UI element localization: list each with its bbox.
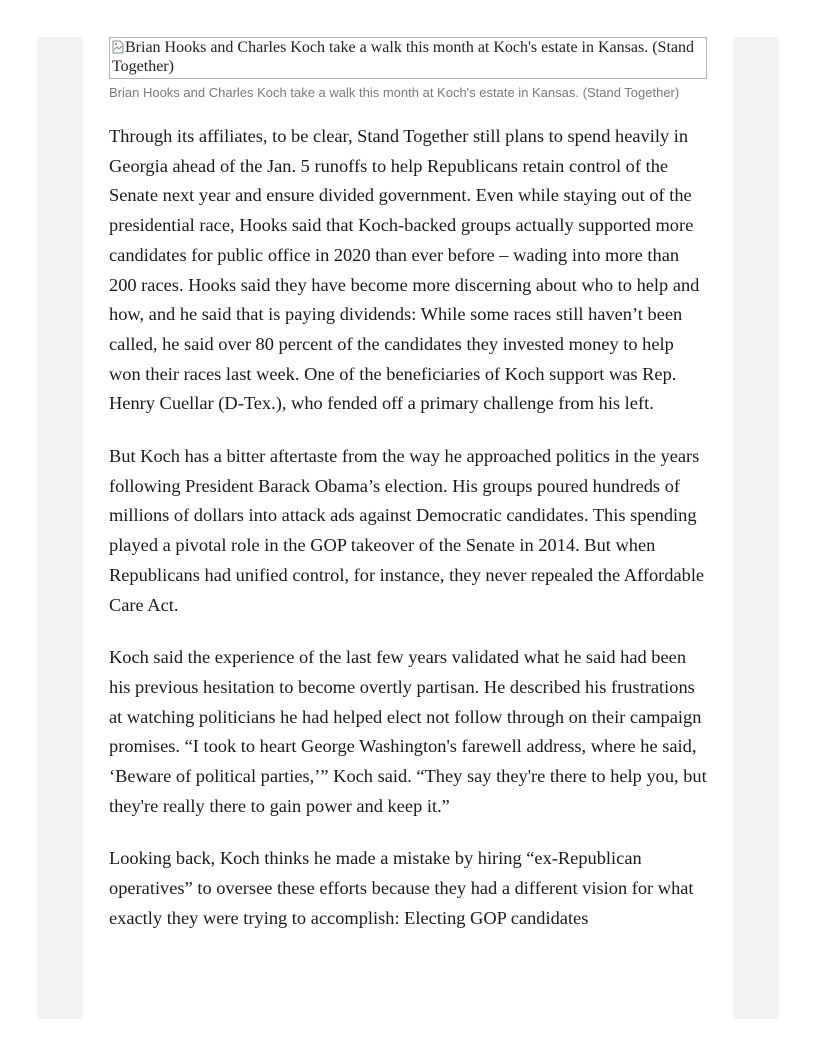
article-paragraph-2: But Koch has a bitter aftertaste from the way he approached politics in the years following President Barack Obama’s election. His groups poured hundreds of millions of dollars into attack ads against Democratic candidates. This spending played a pivotal role in the GOP takeover of the Senate in 2014. But when Republicans had unified control, for instance, they never repealed the Affordable Care Act. (109, 446, 705, 615)
article-paragraph-4: Looking back, Koch thinks he made a mistake by hiring “ex-Republican operatives” to oversee these efforts because they had a different vision for what exactly they were trying to accomplish: Electing GOP candidates (109, 848, 694, 928)
article-paragraph-1: Through its affiliates, to be clear, Stand Together still plans to spend heavily in Georgia ahead of the Jan. 5 runoffs to help Republicans retain control of the Senate next year and ensure divided government. Even while staying out of the presidential race, Hooks said that Koch-backed groups actually supported more candidates for public office in 2020 than ever before – wading into more than 200 races. Hooks said they have become more discerning about who to help and how, and he said that is paying dividends: While some races still haven’t been called, he said over 80 percent of the candidates they invested money to help won their races last week. One of the beneficiaries of Koch support was Rep. Henry Cuellar (D-Tex.), who fended off a primary challenge from his left. (109, 126, 700, 414)
right-margin-panel (733, 37, 779, 1019)
broken-image-icon (112, 40, 124, 54)
image-alt-text: Brian Hooks and Charles Koch take a walk this month at Koch's estate in Kansas. (Stand Together) (112, 39, 694, 75)
article-content (109, 37, 709, 934)
left-margin-panel (37, 37, 83, 1019)
image-caption: Brian Hooks and Charles Koch take a walk this month at Koch's estate in Kansas. (Stand Together) (109, 85, 680, 100)
article-image-placeholder (109, 37, 707, 79)
article-paragraph-3: Koch said the experience of the last few years validated what he said had been his previous hesitation to become overtly partisan. He described his frustrations at watching politicians he had helped elect not follow through on their campaign promises. “I took to heart George Washington's farewell address, where he said, ‘Beware of political parties,’” Koch said. “They say they're there to help you, but they're really there to gain power and keep it.” (109, 647, 707, 816)
